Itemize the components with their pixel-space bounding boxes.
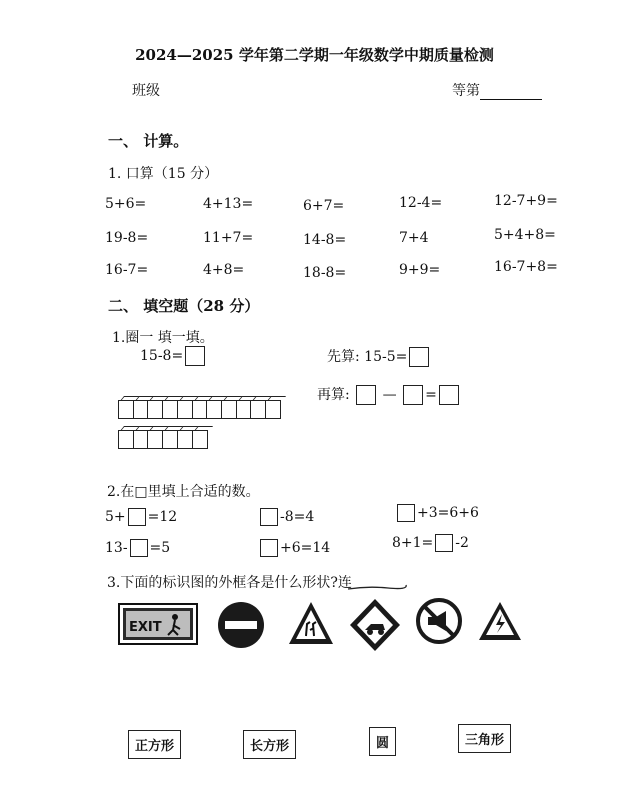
calc-item: 12-4= [399, 195, 443, 211]
calc-item: 16-7+8= [494, 259, 558, 275]
q1-eq1 [140, 346, 207, 366]
cube-icon [206, 400, 222, 419]
cube-icon [118, 430, 134, 449]
cube-icon [177, 400, 193, 419]
calc-item: 6+7= [303, 198, 345, 214]
cube-icon [162, 400, 178, 419]
cube-icon [265, 400, 281, 419]
electric-hazard-sign-icon [477, 600, 523, 642]
q2-text: 8+1= [392, 535, 434, 551]
calc-item: 19-8= [105, 230, 149, 246]
no-horn-sign-icon [416, 598, 462, 644]
q1-first-label: 先算: [327, 349, 360, 365]
q3-label-text: 3.下面的标识图的外框各是什么形状?连 [107, 575, 352, 591]
minus-sign: — [382, 387, 397, 403]
q2-text: =12 [147, 509, 178, 525]
class-label: 班级 [132, 83, 160, 99]
exit-sign-icon [118, 603, 198, 645]
q2-item-c [395, 504, 479, 522]
shape-label-triangle[interactable]: 三角形 [458, 724, 511, 753]
q2-text: 5+ [105, 509, 126, 525]
answer-box[interactable] [128, 508, 146, 526]
shape-label-square[interactable]: 正方形 [128, 730, 181, 759]
calc-item: 5+4+8= [494, 227, 556, 243]
cube-icon [177, 430, 193, 449]
q1-first-eq: 15-5= [364, 349, 408, 365]
q2-item-a [105, 508, 177, 526]
calc-item: 14-8= [303, 232, 347, 248]
no-entry-sign-icon [216, 600, 266, 650]
calc-item: 7+4 [399, 230, 429, 246]
answer-box[interactable] [185, 346, 205, 366]
shape-label-circle[interactable]: 圆 [369, 727, 396, 756]
cube-icon [192, 400, 208, 419]
q1-then-label: 再算: [317, 387, 350, 403]
cube-icon [133, 400, 149, 419]
cube-icon [250, 400, 266, 419]
q2-item-f [392, 534, 469, 552]
q1-first-step [327, 346, 431, 367]
answer-box[interactable] [409, 347, 429, 367]
q1-then-step [317, 384, 461, 405]
calc-item: 11+7= [203, 230, 254, 246]
calc-item: 4+8= [203, 262, 245, 278]
q2-text: +3=6+6 [417, 505, 479, 521]
cube-icon [147, 400, 163, 419]
cube-icon [147, 430, 163, 449]
q2-text: -2 [455, 535, 469, 551]
grade-label: 等第 [452, 83, 480, 99]
cube-icon [162, 430, 178, 449]
q2-item-d [105, 539, 170, 557]
cube-icon [236, 400, 252, 419]
cube-icon [118, 400, 134, 419]
q2-item-e [258, 539, 330, 557]
section1-heading: 一、 计算。 [108, 132, 189, 150]
grade-blank-line[interactable] [480, 85, 542, 100]
cube-row-five [118, 430, 206, 449]
answer-box[interactable] [260, 539, 278, 557]
answer-box[interactable] [260, 508, 278, 526]
calc-item: 4+13= [203, 196, 254, 212]
calc-item: 12-7+9= [494, 193, 558, 209]
cube-icon [192, 430, 208, 449]
calc-item: 9+9= [399, 262, 441, 278]
q2-text: +6=14 [280, 540, 331, 556]
section2-q3-label [107, 572, 352, 592]
answer-box[interactable] [439, 385, 459, 405]
q2-text: =5 [149, 540, 171, 556]
cube-row-ten [118, 400, 280, 419]
grade-field [452, 80, 542, 100]
calc-item: 18-8= [303, 265, 347, 281]
cube-icon [133, 430, 149, 449]
section2-q1-label: 1.圈一 填一填。 [112, 330, 214, 346]
section2-heading: 二、 填空题（28 分） [108, 297, 260, 315]
exit-sign-text: EXIT [129, 620, 162, 635]
equals-sign: = [425, 387, 437, 403]
calc-item: 16-7= [105, 262, 149, 278]
answer-box[interactable] [356, 385, 376, 405]
section1-q1-label: 1. 口算（15 分） [108, 166, 219, 182]
answer-box[interactable] [130, 539, 148, 557]
section2-q2-label: 2.在□里填上合适的数。 [107, 484, 260, 500]
answer-box[interactable] [435, 534, 453, 552]
calc-item: 5+6= [105, 196, 147, 212]
q2-text: 13- [105, 540, 128, 556]
q2-text: -8=4 [280, 509, 315, 525]
warning-triangle-sign-icon [287, 600, 335, 646]
underline-scribble [348, 584, 408, 592]
q1-eq1-left: 15-8= [140, 348, 184, 364]
q2-item-b [258, 508, 314, 526]
cube-icon [221, 400, 237, 419]
answer-box[interactable] [397, 504, 415, 522]
shape-label-rectangle[interactable]: 长方形 [243, 730, 296, 759]
answer-box[interactable] [403, 385, 423, 405]
diamond-sign-icon [349, 598, 401, 652]
page-title: 2024—2025 学年第二学期一年级数学中期质量检测 [135, 46, 494, 64]
